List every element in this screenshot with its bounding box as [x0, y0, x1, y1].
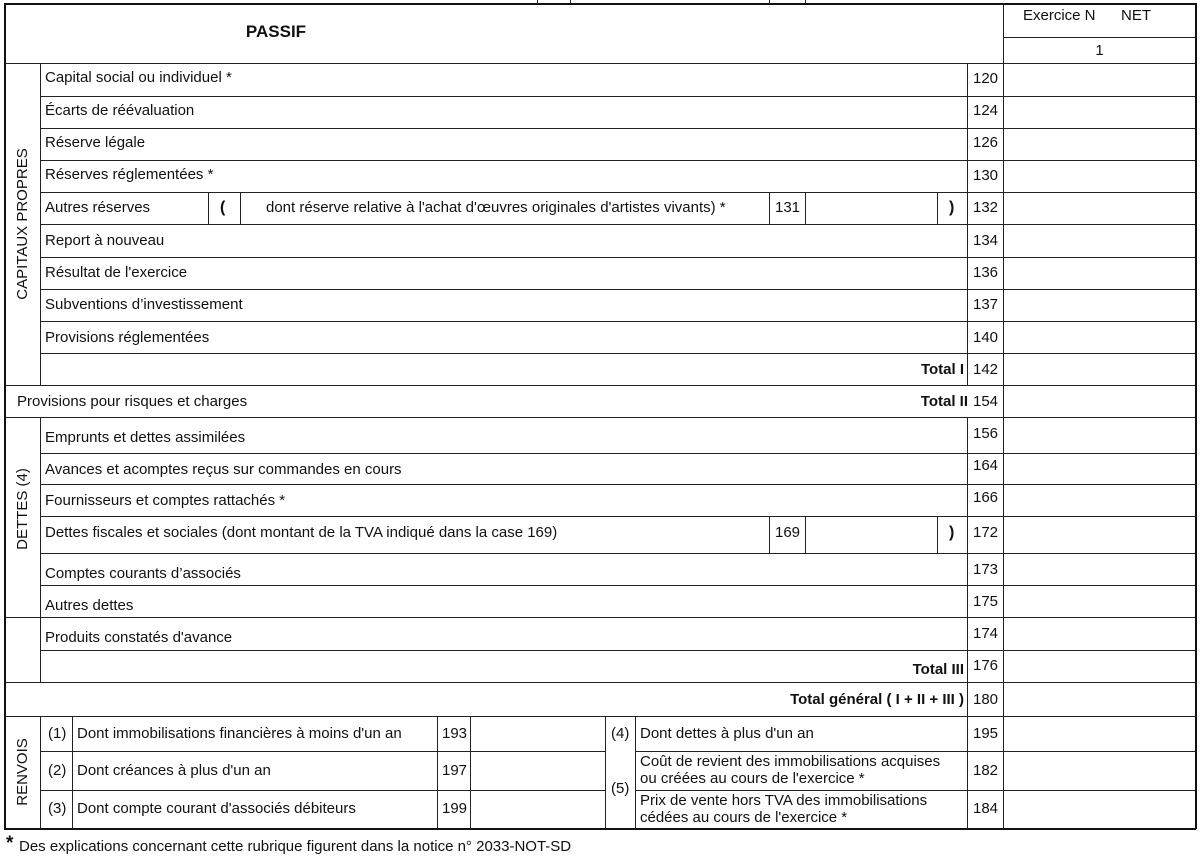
label-renvoi-5b-line1: Prix de vente hors TVA des immobilisations	[640, 792, 928, 809]
rule	[40, 716, 41, 829]
section-renvois: RENVOIS	[14, 738, 31, 806]
close-paren: )	[949, 524, 955, 541]
label-report: Report à nouveau	[45, 232, 165, 249]
rule	[4, 3, 1196, 5]
rule	[769, 516, 770, 553]
value-renvoi-4[interactable]	[1004, 717, 1195, 751]
label-total-1: Total I	[920, 361, 964, 378]
rule	[1003, 37, 1196, 38]
code-total-general: 180	[973, 691, 999, 708]
value-total-3[interactable]	[1004, 651, 1195, 682]
value-ecarts[interactable]	[1004, 97, 1195, 128]
value-total-1[interactable]	[1004, 354, 1195, 385]
value-reserve-legale[interactable]	[1004, 129, 1195, 160]
rule	[1195, 3, 1197, 829]
label-emprunts: Emprunts et dettes assimilées	[45, 429, 246, 446]
label-capital: Capital social ou individuel *	[45, 69, 232, 86]
label-resultat: Résultat de l'exercice	[45, 264, 188, 281]
code-autres-reserves: 132	[973, 199, 999, 216]
code-fournisseurs: 166	[973, 489, 999, 506]
code-renvoi-3: 199	[442, 800, 468, 817]
rule	[937, 516, 938, 553]
label-renvoi-5a-line1: Coût de revient des immobilisations acquises	[640, 753, 941, 770]
code-avances: 164	[973, 457, 999, 474]
code-renvoi-5a: 182	[973, 762, 999, 779]
code-dettes-fiscales: 172	[973, 524, 999, 541]
code-reserves-reglementees: 130	[973, 167, 999, 184]
rule	[769, 192, 770, 224]
renvoi-num-5: (5)	[611, 780, 630, 797]
code-ecarts: 124	[973, 102, 999, 119]
value-reserve-artistes[interactable]	[806, 193, 937, 224]
code-comptes-courants: 173	[973, 561, 999, 578]
open-paren: (	[220, 199, 226, 216]
value-provisions-risques[interactable]	[1004, 386, 1195, 417]
rule	[437, 716, 438, 829]
value-tva[interactable]	[806, 517, 937, 553]
rule	[605, 716, 606, 829]
code-tva: 169	[775, 524, 801, 541]
rule	[40, 417, 41, 682]
rule	[967, 716, 968, 829]
code-total-1: 142	[973, 361, 999, 378]
value-report[interactable]	[1004, 225, 1195, 257]
rule	[635, 716, 636, 829]
renvoi-num-1: (1)	[48, 725, 67, 742]
renvoi-num-4: (4)	[611, 725, 630, 742]
renvoi-num-3: (3)	[48, 800, 67, 817]
label-subventions: Subventions d’investissement	[45, 296, 243, 313]
value-dettes-fiscales[interactable]	[1004, 517, 1195, 553]
value-renvoi-2[interactable]	[471, 752, 605, 790]
value-total-general[interactable]	[1004, 683, 1195, 716]
rule	[240, 192, 241, 224]
code-renvoi-5b: 184	[973, 800, 999, 817]
label-dettes-fiscales: Dettes fiscales et sociales (dont montant de la TVA indiqué dans la case 169)	[45, 524, 558, 541]
rule	[805, 0, 806, 4]
code-provisions-reglementees: 140	[973, 329, 999, 346]
value-renvoi-3[interactable]	[471, 791, 605, 828]
code-capital: 120	[973, 70, 999, 87]
label-reserve-artistes: dont réserve relative à l'achat d'œuvres originales d'artistes vivants) *	[266, 199, 726, 216]
value-renvoi-5b[interactable]	[1004, 791, 1195, 828]
label-reserve-legale: Réserve légale	[45, 134, 146, 151]
value-comptes-courants[interactable]	[1004, 554, 1195, 585]
label-renvoi-4: Dont dettes à plus d'un an	[640, 725, 814, 742]
section-dettes: DETTES (4)	[14, 468, 31, 550]
label-autres-reserves: Autres réserves	[45, 199, 151, 216]
exercice-label: Exercice N	[1023, 7, 1096, 24]
code-autres-dettes: 175	[973, 593, 999, 610]
value-capital[interactable]	[1004, 64, 1195, 96]
label-provisions-risques: Provisions pour risques et charges	[17, 393, 248, 410]
code-emprunts: 156	[973, 425, 999, 442]
value-produits-constates[interactable]	[1004, 618, 1195, 650]
label-total-2: Total II	[920, 393, 968, 410]
code-reserve-legale: 126	[973, 134, 999, 151]
footnote-text: Des explications concernant cette rubrique figurent dans la notice n° 2033-NOT-SD	[19, 838, 572, 855]
net-label: NET	[1121, 7, 1151, 24]
label-total-general: Total général ( I + II + III )	[790, 691, 964, 708]
rule	[4, 828, 1196, 830]
rule	[40, 63, 41, 385]
close-paren: )	[949, 199, 955, 216]
label-renvoi-3: Dont compte courant d'associés débiteurs	[77, 800, 356, 817]
code-resultat: 136	[973, 264, 999, 281]
code-renvoi-1: 193	[442, 725, 468, 742]
value-renvoi-1[interactable]	[471, 717, 605, 751]
rule	[570, 0, 571, 4]
label-renvoi-1: Dont immobilisations financières à moins d'un an	[77, 725, 402, 742]
footnote-star: *	[6, 833, 14, 854]
rule	[72, 716, 73, 829]
label-renvoi-2: Dont créances à plus d'un an	[77, 762, 271, 779]
rule	[937, 192, 938, 224]
page-title: PASSIF	[245, 22, 307, 41]
rule	[967, 63, 968, 385]
code-report: 134	[973, 232, 999, 249]
value-subventions[interactable]	[1004, 290, 1195, 321]
value-reserves-reglementees[interactable]	[1004, 161, 1195, 192]
value-avances[interactable]	[1004, 454, 1195, 484]
value-resultat[interactable]	[1004, 258, 1195, 289]
label-avances: Avances et acomptes reçus sur commandes en cours	[45, 461, 402, 478]
value-fournisseurs[interactable]	[1004, 485, 1195, 516]
column-number: 1	[1095, 42, 1104, 59]
label-comptes-courants: Comptes courants d’associés	[45, 565, 241, 582]
rule	[208, 192, 209, 224]
rule	[769, 0, 770, 4]
section-capitaux-propres: CAPITAUX PROPRES	[14, 148, 31, 300]
code-total-3: 176	[973, 657, 999, 674]
value-autres-reserves[interactable]	[1004, 193, 1195, 224]
label-renvoi-5b-line2: cédées au cours de l'exercice *	[640, 809, 848, 826]
label-produits-constates: Produits constatés d'avance	[45, 629, 233, 646]
rule	[4, 3, 6, 829]
label-provisions-reglementees: Provisions réglementées	[45, 329, 210, 346]
value-renvoi-5a[interactable]	[1004, 752, 1195, 790]
rule	[967, 417, 968, 716]
label-ecarts: Écarts de réévaluation	[45, 102, 195, 119]
code-renvoi-2: 197	[442, 762, 468, 779]
value-autres-dettes[interactable]	[1004, 586, 1195, 617]
rule	[537, 0, 538, 4]
code-reserve-artistes: 131	[775, 199, 801, 216]
code-provisions-risques: 154	[973, 393, 999, 410]
code-subventions: 137	[973, 296, 999, 313]
code-renvoi-4: 195	[973, 725, 999, 742]
label-reserves-reglementees: Réserves réglementées *	[45, 166, 214, 183]
value-provisions-reglementees[interactable]	[1004, 322, 1195, 353]
label-total-3: Total III	[912, 661, 964, 678]
renvoi-num-2: (2)	[48, 762, 67, 779]
label-fournisseurs: Fournisseurs et comptes rattachés *	[45, 492, 286, 509]
value-emprunts[interactable]	[1004, 418, 1195, 453]
label-renvoi-5a-line2: ou créées au cours de l'exercice *	[640, 770, 865, 787]
label-autres-dettes: Autres dettes	[45, 597, 134, 614]
code-produits-constates: 174	[973, 625, 999, 642]
